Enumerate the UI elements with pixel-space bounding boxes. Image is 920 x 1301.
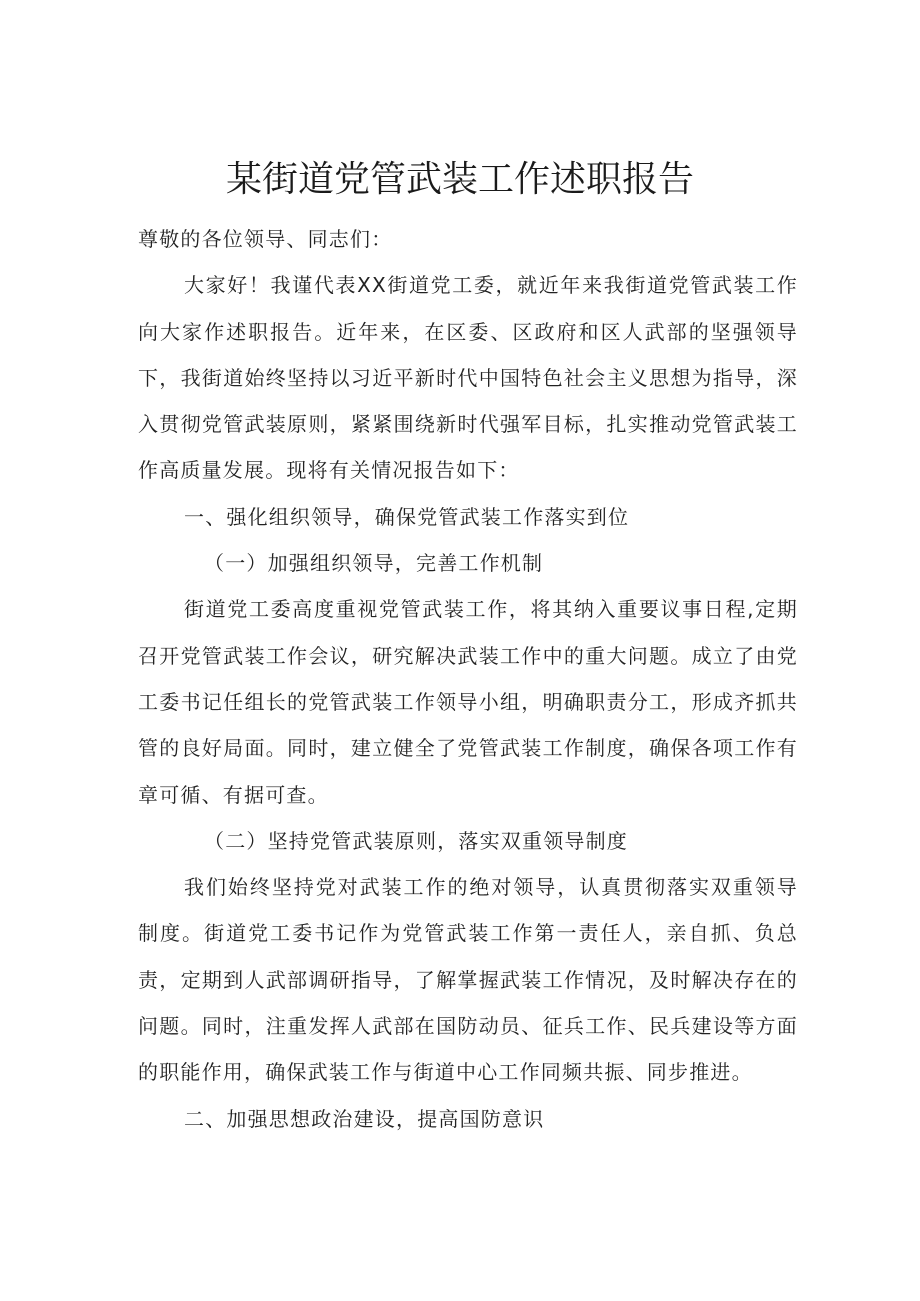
document-body: [138, 216, 798, 1142]
subsection-heading-1: （一）加强组织领导，完善工作机制: [204, 551, 544, 576]
section-heading-1: 一、强化组织领导，确保党管武装工作落实到位: [184, 504, 630, 529]
body-paragraph-2: 我们始终坚持党对武装工作的绝对领导，认真贯彻落实双重领导制度。街道党工委书记作为党管武装工作第一责任人，亲自抓、负总责，定期到人武部调研指导，了解掌握武装工作情况，及时解决存在的问题。同时，注重发挥人武部在国防动员、征兵工作、民兵建设等方面的职能作用，确保武装工作与街道中心工作同频共振、同步推进。: [138, 875, 798, 1085]
subsection-heading-2: （二）坚持党管武装原则，落实双重领导制度: [204, 828, 628, 853]
document-title: 某街道党管武装工作述职报告: [225, 159, 694, 200]
greeting: 尊敬的各位领导、同志们：: [138, 227, 393, 251]
section-heading-2: 二、加强思想政治建设，提高国防意识: [184, 1106, 545, 1131]
body-paragraph-1: 街道党工委高度重视党管武装工作，将其纳入重要议事日程,定期召开党管武装工作会议，研究解决武装工作中的重大问题。成立了由党工委书记任组长的党管武装工作领导小组，明确职责分工，形成齐抓共管的良好局面。同时，建立健全了党管武装工作制度，确保各项工作有章可循、有据可查。: [138, 597, 798, 807]
intro-paragraph: 大家好！我谨代表XX街道党工委，就近年来我街道党管武装工作向大家作述职报告。近年来，在区委、区政府和区人武部的坚强领导下，我街道始终坚持以习近平新时代中国特色社会主义思想为指导，深入贯彻党管武装原则，紧紧围绕新时代强军目标，扎实推动党管武装工作高质量发展。现将有关情况报告如下：: [138, 273, 798, 483]
